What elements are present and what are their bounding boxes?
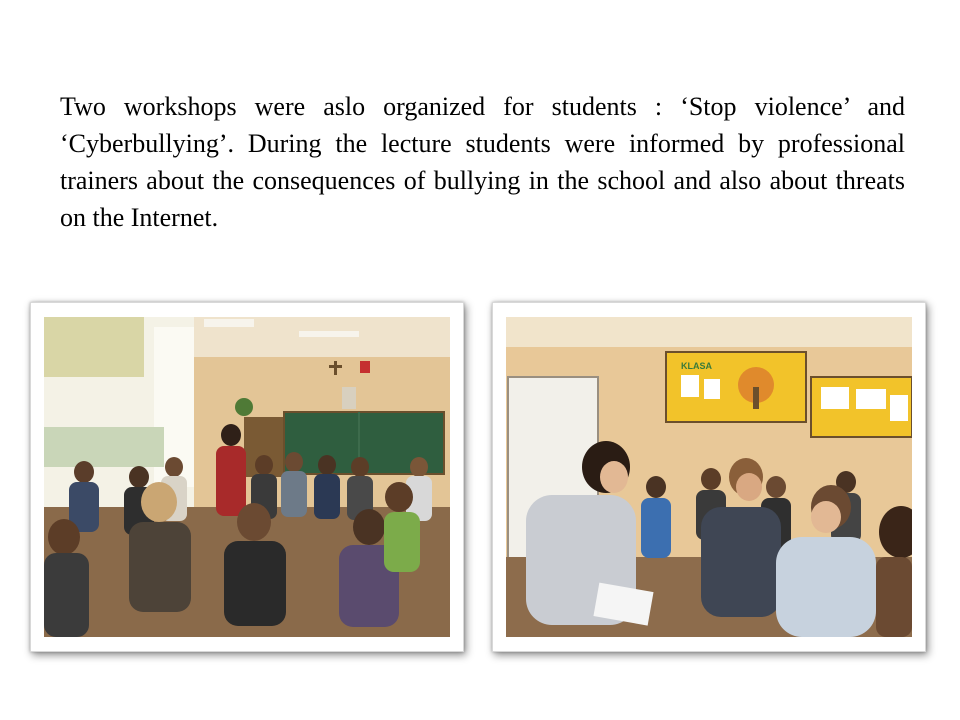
photo-frame-right: [492, 302, 926, 652]
photo-frame-left: [30, 302, 464, 652]
slide-paragraph: Two workshops were aslo organized for students : ‘Stop violence’ and ‘Cyberbullying’. During the lecture students were informed by professional trainers about the consequences of bullying in the school and also about threats on the Internet.: [60, 92, 905, 232]
classroom-photo-right: [506, 317, 912, 637]
classroom-photo-left-image: [44, 317, 450, 637]
bulletin-board-title: KLASA: [681, 361, 712, 371]
classroom-photo-right-image: [506, 317, 912, 637]
classroom-photo-left: [44, 317, 450, 637]
